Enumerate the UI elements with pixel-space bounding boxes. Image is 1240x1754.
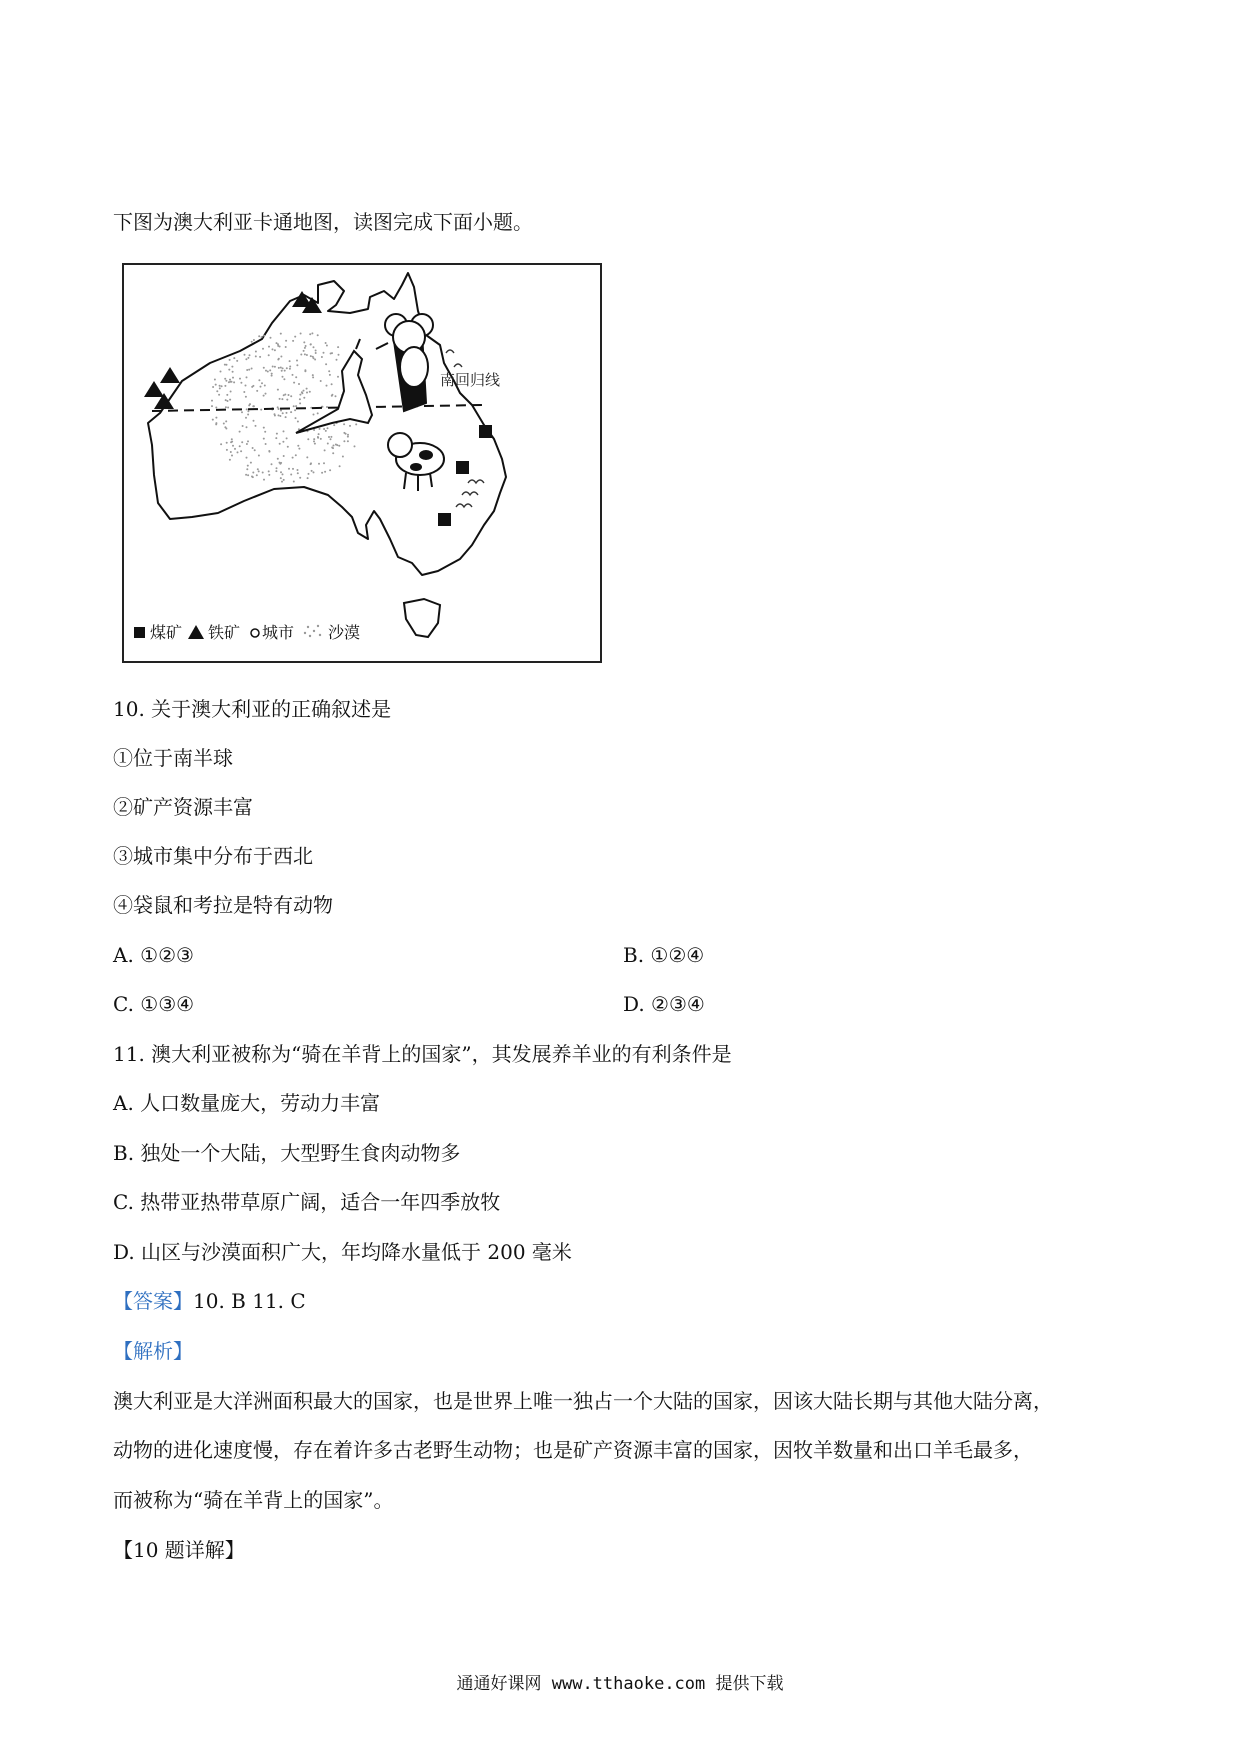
page-footer: 通通好课网 www.tthaoke.com 提供下载 [456, 1674, 784, 1694]
australia-cartoon-map [122, 263, 602, 663]
answer-text: 10. B 11. C [193, 1289, 306, 1313]
detail-heading: 【10 题详解】 [113, 1538, 245, 1562]
q10-option-c: C. ①③④ [113, 992, 195, 1016]
analysis-line-1: 澳大利亚是大洋洲面积最大的国家，也是世界上唯一独占一个大陆的国家，因该大陆长期与其他大陆分离， [113, 1389, 1053, 1413]
answer-label: 【答案】 [113, 1289, 193, 1313]
tropic-label: 南回归线 [440, 371, 501, 389]
q10-option-b: B. ①②④ [623, 943, 705, 967]
svg-text:煤矿: 煤矿 [150, 623, 183, 642]
q10-statement-4: ④袋鼠和考拉是特有动物 [113, 893, 333, 917]
intro-text: 下图为澳大利亚卡通地图，读图完成下面小题。 [113, 210, 533, 234]
q10-stem: 10. 关于澳大利亚的正确叙述是 [113, 697, 392, 721]
q11-option-a: A. 人口数量庞大，劳动力丰富 [113, 1091, 381, 1115]
q10-option-a: A. ①②③ [113, 943, 194, 967]
svg-text:沙漠: 沙漠 [328, 623, 361, 642]
svg-text:城市: 城市 [262, 623, 295, 642]
q10-statement-2: ②矿产资源丰富 [113, 795, 253, 819]
q10-statement-3: ③城市集中分布于西北 [113, 844, 313, 868]
q11-stem: 11. 澳大利亚被称为“骑在羊背上的国家”，其发展养羊业的有利条件是 [113, 1042, 732, 1066]
map-frame [123, 264, 601, 662]
answer-line [113, 1289, 306, 1313]
analysis-label: 【解析】 [113, 1339, 193, 1363]
analysis-line-2: 动物的进化速度慢，存在着许多古老野生动物；也是矿产资源丰富的国家，因牧羊数量和出口羊毛最多， [113, 1438, 1033, 1462]
q10-option-d: D. ②③④ [623, 992, 705, 1016]
q11-option-c: C. 热带亚热带草原广阔，适合一年四季放牧 [113, 1190, 501, 1214]
analysis-line-3: 而被称为“骑在羊背上的国家”。 [113, 1488, 394, 1512]
q10-statement-1: ①位于南半球 [113, 746, 233, 770]
svg-text:铁矿: 铁矿 [208, 623, 241, 642]
q11-option-d: D. 山区与沙漠面积广大，年均降水量低于 200 毫米 [113, 1240, 572, 1264]
q11-option-b: B. 独处一个大陆，大型野生食肉动物多 [113, 1141, 461, 1165]
